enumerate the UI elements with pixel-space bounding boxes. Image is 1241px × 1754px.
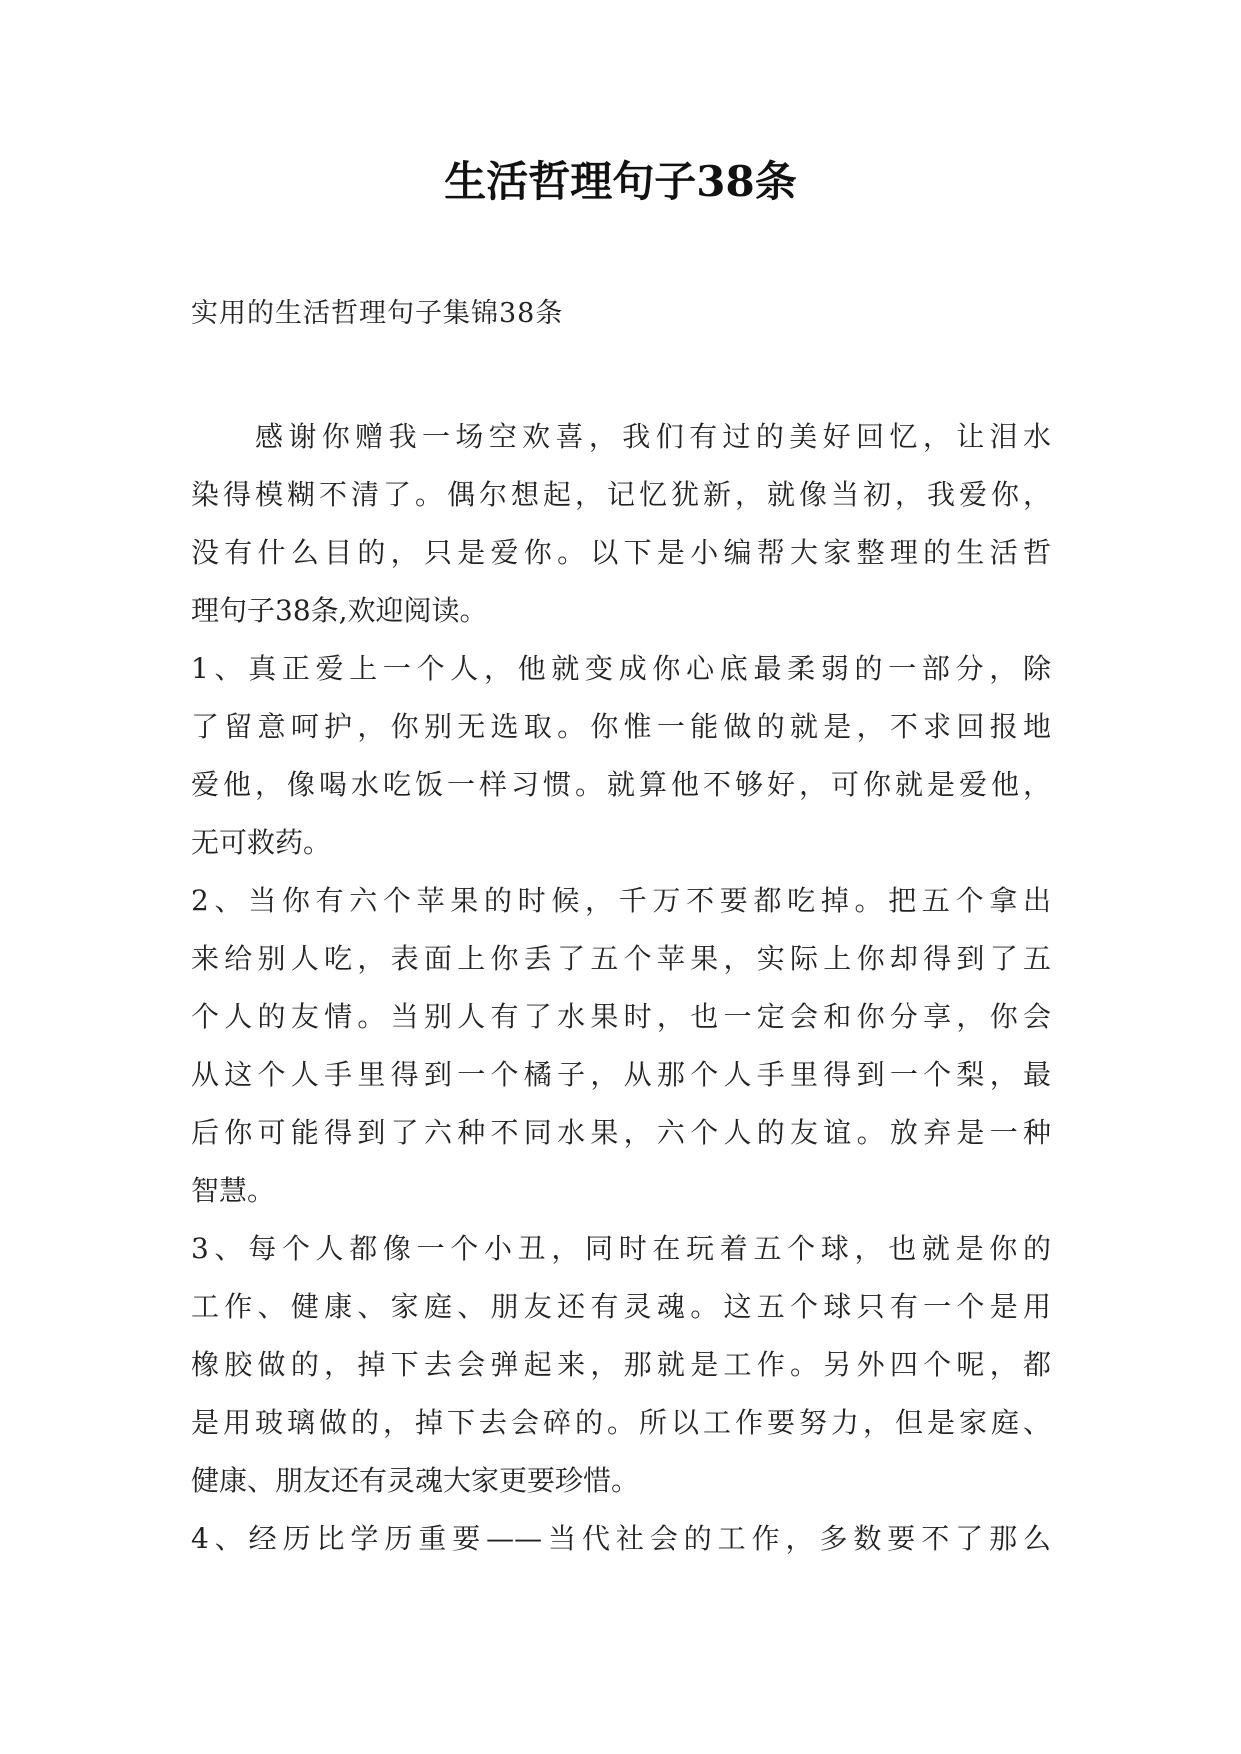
text-line: 2、当你有六个苹果的时候，千万不要都吃掉。把五个拿出 bbox=[191, 884, 1051, 917]
text-line: 4、经历比学历重要——当代社会的工作，多数要不了那么 bbox=[191, 1522, 1051, 1555]
text-line: 无可救药。 bbox=[191, 826, 332, 859]
text-line: 是用玻璃做的，掉下去会碎的。所以工作要努力，但是家庭、 bbox=[191, 1406, 1051, 1439]
text-line: 橡胶做的，掉下去会弹起来，那就是工作。另外四个呢，都 bbox=[191, 1348, 1051, 1381]
text-line: 个人的友情。当别人有了水果时，也一定会和你分享，你会 bbox=[191, 1000, 1051, 1033]
text-line: 工作、健康、家庭、朋友还有灵魂。这五个球只有一个是用 bbox=[191, 1290, 1051, 1323]
text-line: 从这个人手里得到一个橘子，从那个人手里得到一个梨，最 bbox=[191, 1058, 1051, 1091]
text-line: 3、每个人都像一个小丑，同时在玩着五个球，也就是你的 bbox=[191, 1232, 1051, 1265]
text-line: 染得模糊不清了。偶尔想起，记忆犹新，就像当初，我爱你， bbox=[191, 478, 1051, 511]
text-line: 没有什么目的，只是爱你。以下是小编帮大家整理的生活哲 bbox=[191, 536, 1051, 569]
page-subtitle: 实用的生活哲理句子集锦38条 bbox=[191, 298, 564, 329]
text-line: 健康、朋友还有灵魂大家更要珍惜。 bbox=[191, 1464, 640, 1497]
text-line: 1、真正爱上一个人，他就变成你心底最柔弱的一部分，除 bbox=[191, 652, 1051, 685]
text-line: 后你可能得到了六种不同水果，六个人的友谊。放弃是一种 bbox=[191, 1116, 1051, 1149]
page-title: 生活哲理句子38条 bbox=[444, 157, 797, 206]
body-text bbox=[191, 408, 1051, 1568]
text-line: 来给别人吃，表面上你丢了五个苹果，实际上你却得到了五 bbox=[191, 942, 1051, 975]
text-line: 感谢你赠我一场空欢喜，我们有过的美好回忆，让泪水 bbox=[255, 420, 1051, 453]
text-line: 智慧。 bbox=[191, 1174, 276, 1207]
text-line: 理句子38条,欢迎阅读。 bbox=[191, 594, 488, 627]
text-line: 了留意呵护，你别无选取。你惟一能做的就是，不求回报地 bbox=[191, 710, 1051, 743]
text-line: 爱他，像喝水吃饭一样习惯。就算他不够好，可你就是爱他， bbox=[191, 768, 1051, 801]
